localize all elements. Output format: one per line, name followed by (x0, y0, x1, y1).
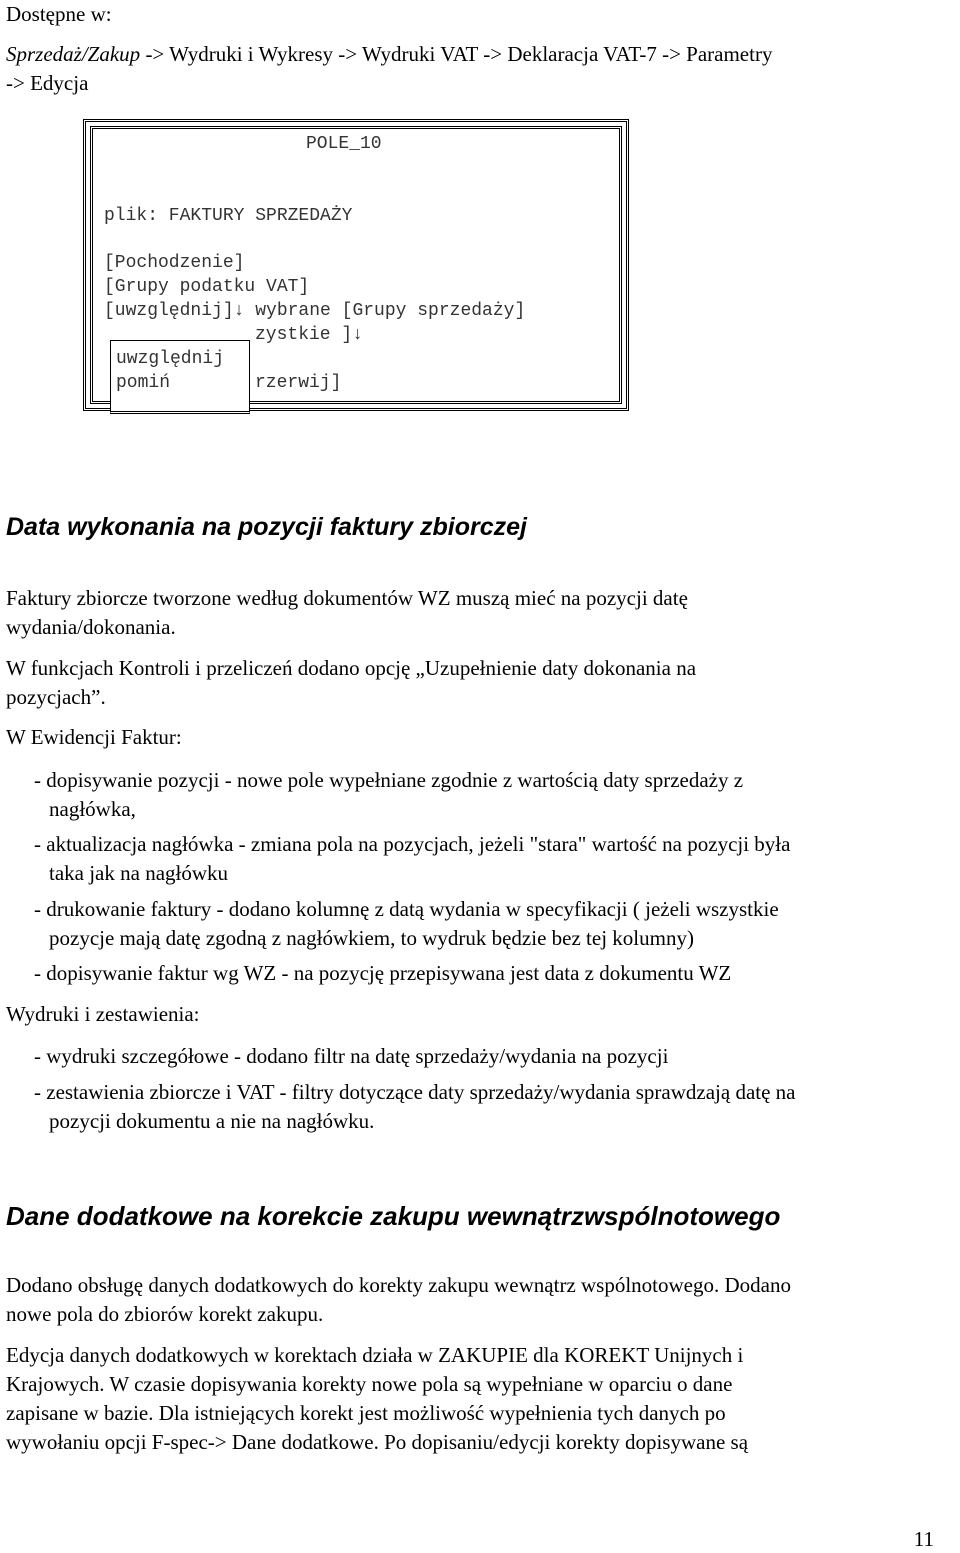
s2-p2-line3: zapisane w bazie. Dla istniejących korekt jest możliwość wypełnienia tych danych po (6, 1401, 726, 1425)
page-number: 11 (913, 1527, 934, 1551)
menu-path-module: Sprzedaż/Zakup (6, 42, 141, 66)
s1-p2-line1: W funkcjach Kontroli i przeliczeń dodano opcję „Uzupełnienie daty dokonania na (6, 656, 697, 680)
dialog-option-wszystkie[interactable]: zystkie ]↓ (255, 325, 364, 345)
dialog-file-line: plik: FAKTURY SPRZEDAŻY (104, 206, 353, 226)
s1-bullet3-line1: - drukowanie faktury - dodano kolumnę z datą wydania w specyfikacji ( jeżeli wszystkie (34, 897, 779, 921)
section-heading-data-wykonania: Data wykonania na pozycji faktury zbiorczej (6, 513, 527, 541)
s1-p1-line1: Faktury zbiorcze tworzone według dokumentów WZ muszą mieć na pozycji datę (6, 586, 688, 610)
dropdown-item-pomin[interactable]: pomiń (116, 373, 171, 393)
available-label: Dostępne w: (6, 2, 112, 26)
menu-path (6, 42, 772, 67)
s2-p2-line1: Edycja danych dodatkowych w korektach działa w ZAKUPIE dla KOREKT Unijnych i (6, 1343, 744, 1367)
dialog-title: POLE_10 (306, 134, 382, 154)
s1-p3: W Ewidencji Faktur: (6, 725, 182, 749)
s1-p2-line2: pozycjach”. (6, 685, 106, 709)
s1-bullet6-line1: - zestawienia zbiorcze i VAT - filtry dotyczące daty sprzedaży/wydania sprawdzają datę na (34, 1080, 796, 1104)
dropdown-item-uwzglednij[interactable]: uwzględnij (116, 349, 225, 369)
s1-bullet3-line2: pozycje mają datę zgodną z nagłówkiem, to wydruk będzie bez tej kolumny) (49, 926, 694, 950)
s1-p1-line2: wydania/dokonania. (6, 615, 176, 639)
s2-p1-line1: Dodano obsługę danych dodatkowych do korekty zakupu wewnątrz wspólnotowego. Dodano (6, 1273, 791, 1297)
s1-bullet1-line2: nagłówka, (49, 797, 136, 821)
s2-p1-line2: nowe pola do zbiorów korekt zakupu. (6, 1302, 324, 1326)
s1-bullet2-line1: - aktualizacja nagłówka - zmiana pola na pozycjach, jeżeli "stara" wartość na pozycji była (34, 832, 791, 856)
s1-bullet4: - dopisywanie faktur wg WZ - na pozycję przepisywana jest data z dokumentu WZ (34, 961, 732, 985)
dialog-option-grupy-vat[interactable]: [Grupy podatku VAT] (104, 277, 310, 297)
dialog-option-przerwij[interactable]: rzerwij] (255, 373, 342, 393)
s1-bullet1-line1: - dopisywanie pozycji - nowe pole wypełniane zgodnie z wartością daty sprzedaży z (34, 768, 744, 792)
section-heading-dane-dodatkowe: Dane dodatkowe na korekcie zakupu wewnątrzwspólnotowego (6, 1201, 781, 1231)
s1-p4: Wydruki i zestawienia: (6, 1002, 200, 1026)
s1-bullet6-line2: pozycji dokumentu a nie na nagłówku. (49, 1109, 375, 1133)
dialog-option-pochodzenie[interactable]: [Pochodzenie] (104, 253, 245, 273)
menu-path-line2: -> Edycja (6, 71, 89, 95)
s1-bullet2-line2: taka jak na nagłówku (49, 861, 229, 885)
s1-bullet5: - wydruki szczegółowe - dodano filtr na datę sprzedaży/wydania na pozycji (34, 1044, 669, 1068)
s2-p2-line2: Krajowych. W czasie dopisywania korekty nowe pola są wypełniane w oparciu o dane (6, 1372, 733, 1396)
s2-p2-line4: wywołaniu opcji F-spec-> Dane dodatkowe. Po dopisaniu/edycji korekty dopisywane są (6, 1430, 749, 1454)
menu-path-rest: -> Wydruki i Wykresy -> Wydruki VAT -> Deklaracja VAT-7 -> Parametry (140, 42, 773, 66)
dialog-option-grupy-sprzedazy[interactable]: [uwzględnij]↓ wybrane [Grupy sprzedaży] (104, 301, 526, 321)
